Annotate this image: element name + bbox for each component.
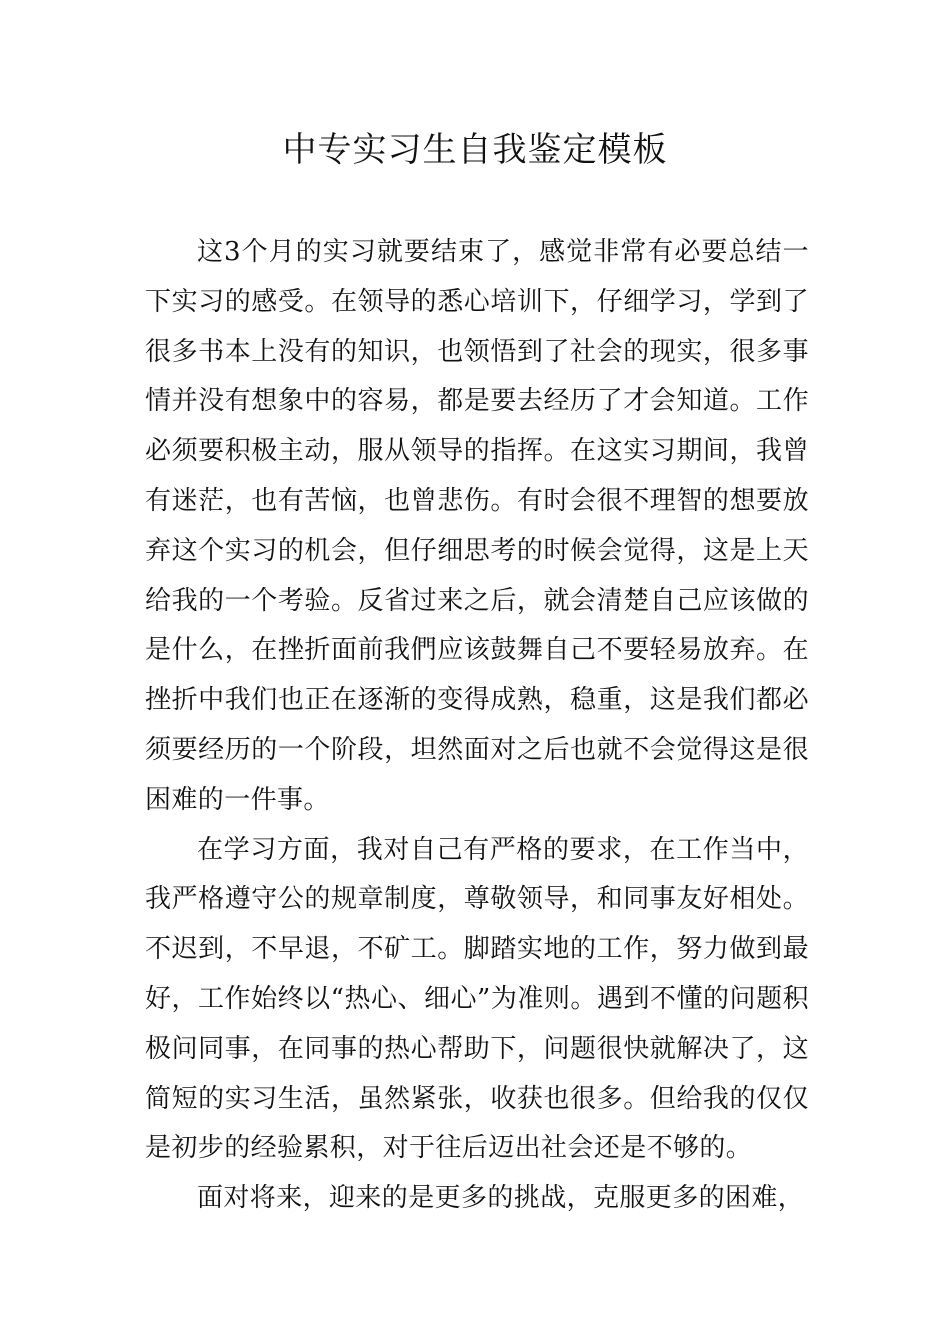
- paragraph-1: 这3个月的实习就要结束了，感觉非常有必要总结一下实习的感受。在领导的悉心培训下，仔细学习，学到了很多书本上没有的知识，也领悟到了社会的现实，很多事情并没有想象中的容易，都是要去经历了才会知道。工作必须要积极主动，服从领导的指挥。在这实习期间，我曾有迷茫，也有苦恼，也曾悲伤。有时会很不理智的想要放弃这个实习的机会，但仔细思考的时候会觉得，这是上天给我的一个考验。反省过来之后，就会清楚自己应该做的是什么，在挫折面前我們应该鼓舞自己不要轻易放弃。在挫折中我们也正在逐渐的变得成熟，稳重，这是我们都必须要经历的一个阶段，坦然面对之后也就不会觉得这是很困难的一件事。: [145, 237, 809, 815]
- document-title: 中专实习生自我鉴定模板: [282, 130, 668, 170]
- paragraph-3: 面对将来，迎来的是更多的挑战，克服更多的困难，: [197, 1183, 805, 1214]
- paragraph-2: 在学习方面，我对自己有严格的要求，在工作当中，我严格遵守公的规章制度，尊敬领导，和同事友好相处。不迟到，不早退，不矿工。脚踏实地的工作，努力做到最好，工作始终以“热心、细心”为准则。遇到不懂的问题积极问同事，在同事的热心帮助下，问题很快就解决了，这简短的实习生活，虽然紧张，收获也很多。但给我的仅仅是初步的经验累积，对于往后迈出社会还是不够的。: [145, 834, 809, 1164]
- document-body: [145, 228, 809, 1224]
